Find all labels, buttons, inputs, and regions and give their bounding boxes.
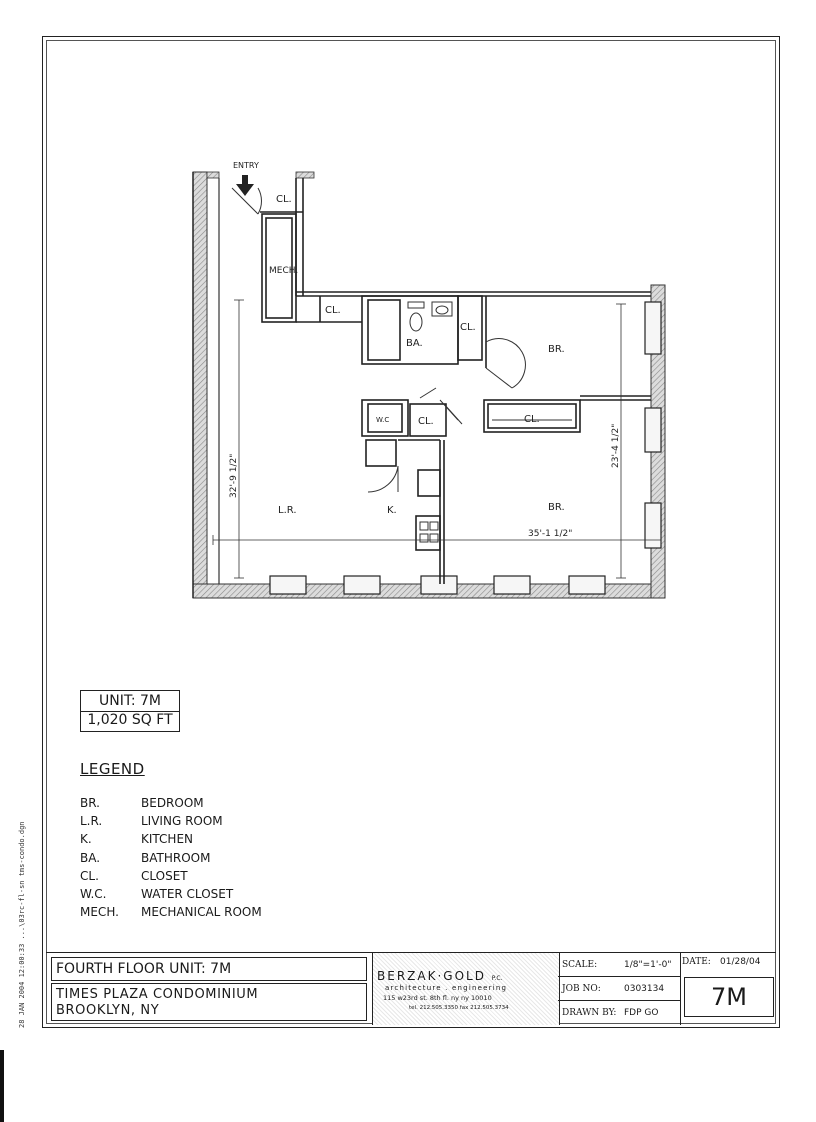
firm-discipline: architecture . engineering [385, 984, 508, 992]
legend-list [80, 796, 262, 923]
exterior-walls [193, 172, 665, 598]
legend-desc: MECHANICAL ROOM [141, 905, 262, 920]
legend-item [80, 832, 262, 850]
closet-bath-label: CL. [460, 322, 476, 333]
legend-desc: CLOSET [141, 868, 188, 883]
date-value: 01/28/04 [720, 957, 761, 967]
legend-item [80, 796, 262, 814]
date-label: DATE: [682, 957, 711, 967]
legend-item [80, 887, 262, 905]
drawn-label: DRAWN BY: [562, 1008, 617, 1018]
drawn-value: FDP GO [624, 1008, 659, 1018]
legend-abbr: W.C. [80, 886, 107, 901]
bedroom2-label: BR. [548, 502, 565, 513]
job-value: 0303134 [624, 984, 665, 994]
legend-abbr: CL. [80, 868, 99, 883]
title-block [46, 952, 776, 1025]
legend-desc: LIVING ROOM [141, 814, 223, 829]
firm-logo [372, 953, 560, 1025]
dimension-vertical-right: 23'-4 1/2" [611, 423, 621, 468]
entry-arrow-icon [236, 175, 254, 196]
dimension-horizontal: 35'-1 1/2" [528, 529, 573, 539]
project-address [51, 983, 367, 1021]
bedroom1-label: BR. [548, 344, 565, 355]
job-cell [558, 977, 680, 1001]
living-room-label: L.R. [278, 505, 297, 516]
firm-phone: tel. 212.505.3350 fax 212.505.3734 [409, 1005, 509, 1011]
kitchen-label: K. [387, 505, 397, 516]
windows [270, 302, 661, 594]
legend-abbr: BA. [80, 850, 101, 865]
firm-suffix: P.C. [491, 975, 503, 982]
legend-abbr: BR. [80, 796, 100, 810]
entry-label: ENTRY [233, 161, 259, 170]
unit-area: 1,020 SQ FT [87, 712, 173, 728]
scan-edge-mark [0, 1050, 4, 1122]
project-city: BROOKLYN, NY [56, 1003, 160, 1018]
scale-label: SCALE: [562, 960, 598, 970]
scale-value: 1/8"=1'-0" [624, 960, 672, 970]
legend-title: LEGEND [80, 760, 145, 778]
floor-unit-title: FOURTH FLOOR UNIT: 7M [51, 957, 367, 981]
closet-entry-label: CL. [276, 194, 292, 205]
unit-box [80, 690, 180, 732]
closet-kitchen-label: CL. [418, 416, 434, 427]
legend-item [80, 814, 262, 832]
unit-number: UNIT: 7M [81, 693, 179, 712]
job-label: JOB NO: [562, 984, 601, 994]
dimension-lines [213, 300, 661, 578]
firm-name [377, 969, 502, 983]
firm-name-text: BERZAK·GOLD [377, 969, 486, 983]
closet-hall-label: CL. [325, 305, 341, 316]
date-block [680, 953, 776, 1025]
legend-item [80, 851, 262, 869]
firm-address: 115 w23rd st. 8th fl. ny ny 10010 [383, 994, 492, 1002]
legend-desc: KITCHEN [141, 832, 193, 847]
drawn-cell [558, 1001, 680, 1025]
dimension-vertical-left: 32'-9 1/2" [229, 453, 239, 498]
closet-bedroom-label: CL. [524, 414, 540, 425]
bath-label: BA. [406, 338, 423, 349]
legend-abbr: L.R. [80, 814, 103, 829]
legend-desc: BEDROOM [141, 796, 204, 810]
project-name: TIMES PLAZA CONDOMINIUM [56, 987, 259, 1002]
scale-cell [558, 953, 680, 977]
legend-item [80, 869, 262, 887]
mech-label: MECH. [269, 266, 299, 276]
legend-desc: WATER CLOSET [141, 886, 234, 901]
legend-item [80, 905, 262, 923]
legend-abbr: K. [80, 832, 92, 847]
plot-stamp: 28 JAN 2004 12:00:33 ...\03rc-fl-sn tms-condo.dgn [18, 821, 26, 1028]
wc-label: W.C [376, 416, 390, 424]
drawing-info [558, 953, 681, 1025]
legend-desc: BATHROOM [141, 850, 211, 865]
legend-abbr: MECH. [80, 905, 119, 920]
unit-tag: 7M [684, 977, 774, 1017]
interior-walls [260, 178, 651, 584]
